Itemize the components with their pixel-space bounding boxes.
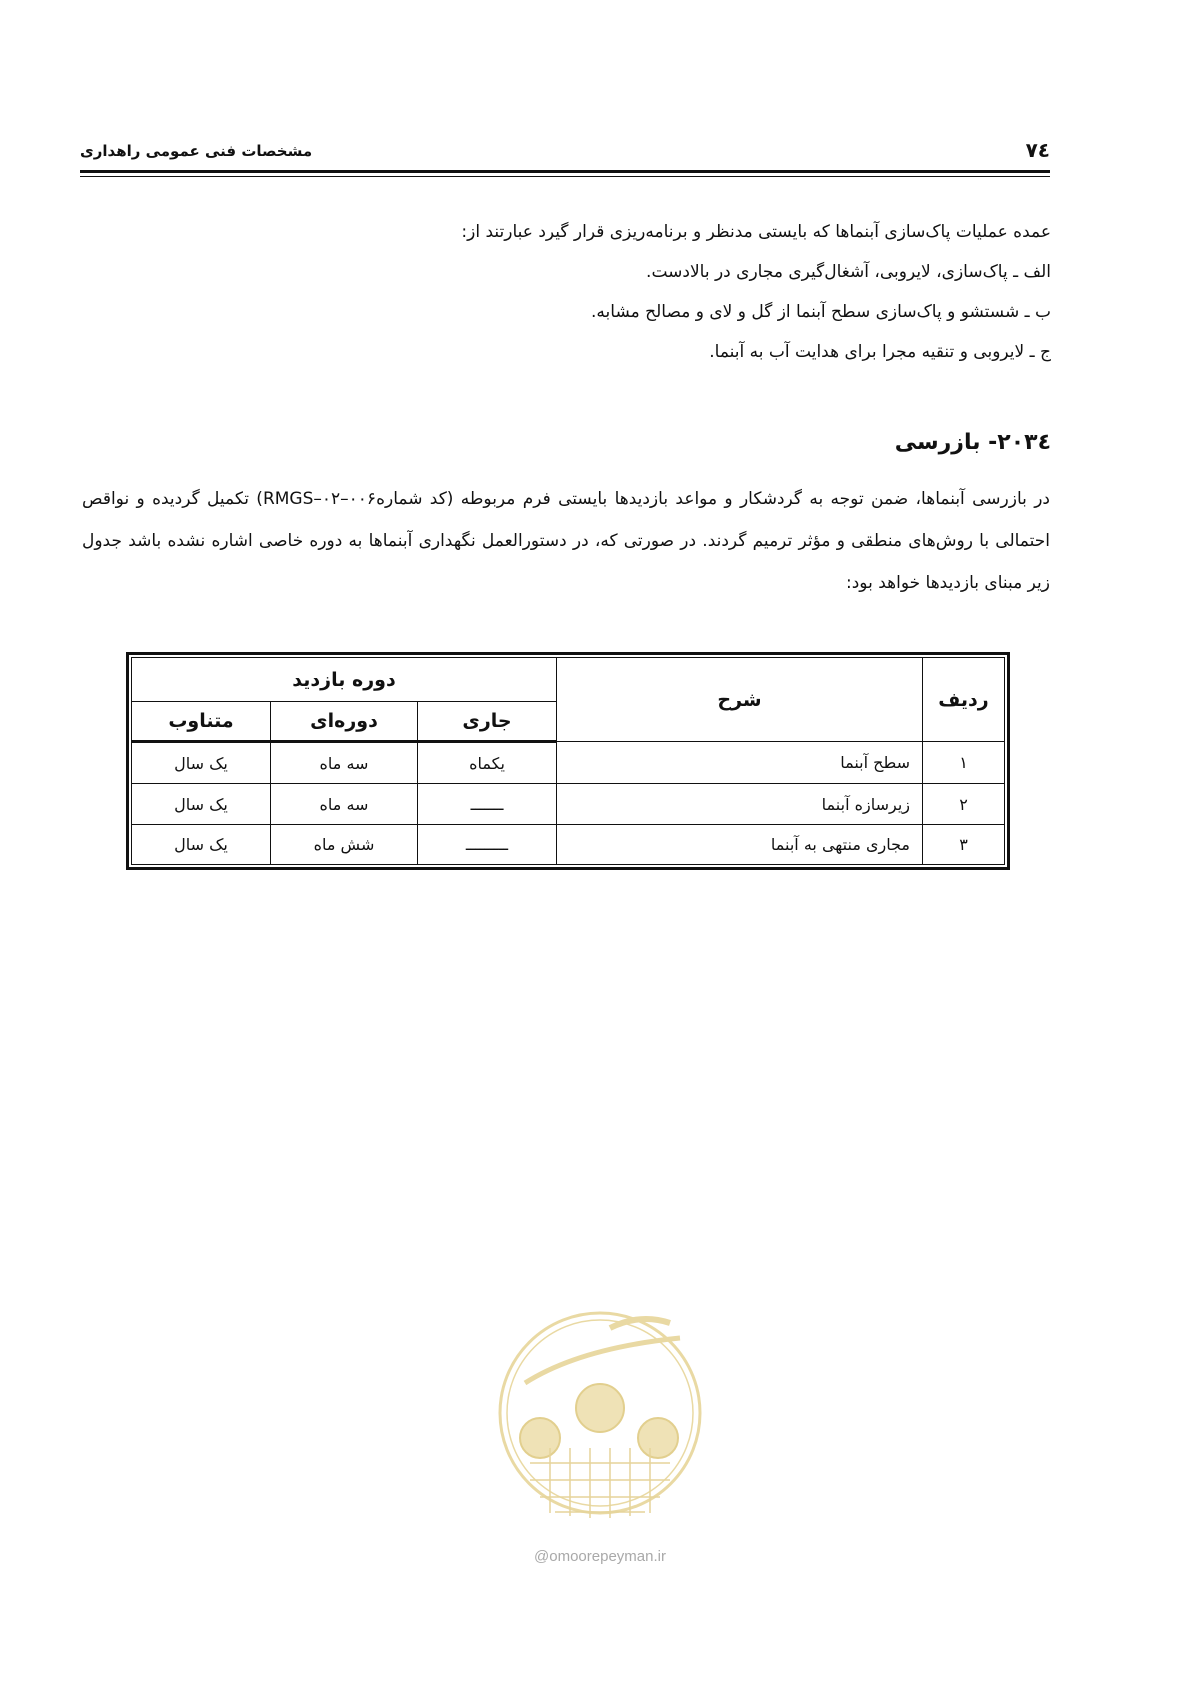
cell-intermittent: یک سال [132, 824, 271, 864]
header-description: شرح [557, 658, 923, 742]
cell-row-no: ۳ [923, 824, 1005, 864]
intro-item-be: ب ـ شستشو و پاک‌سازی سطح آبنما از گل و لای و مصالح مشابه. [591, 302, 1051, 322]
watermark-url: @omoorepeyman.ir [534, 1548, 666, 1565]
page-number: ۷٤ [1025, 138, 1050, 162]
cell-periodic: سه ماه [271, 784, 418, 824]
cell-description: زیرسازه آبنما [557, 784, 923, 824]
section-heading: ۲۰۳٤- بازرسی [894, 430, 1051, 455]
header-periodic: دوره‌ای [271, 702, 418, 742]
header-intermittent: متناوب [132, 702, 271, 742]
cell-periodic: شش ماه [271, 824, 418, 864]
cell-current: یکماه [418, 742, 557, 784]
table-row [132, 824, 1005, 864]
intro-block [151, 212, 1051, 372]
header-rule-thick [80, 170, 1050, 173]
inspection-table [131, 657, 1005, 865]
page-header [80, 138, 1050, 164]
running-title: مشخصات فنی عمومی راهداری [80, 142, 313, 160]
header-row-no: ردیف [923, 658, 1005, 742]
cell-row-no: ۲ [923, 784, 1005, 824]
header-rule-thin [80, 176, 1050, 177]
table-row [132, 784, 1005, 824]
watermark-logo-icon [490, 1288, 710, 1538]
cell-intermittent: یک سال [132, 742, 271, 784]
intro-item-alef: الف ـ پاک‌سازی، لایروبی، آشغال‌گیری مجاری در بالادست. [646, 262, 1051, 282]
header-current: جاری [418, 702, 557, 742]
cell-row-no: ۱ [923, 742, 1005, 784]
cell-current: ـــــــ [418, 784, 557, 824]
intro-item-jim: ج ـ لایروبی و تنقیه مجرا برای هدایت آب به آبنما. [709, 342, 1051, 362]
section-paragraph-text: در بازرسی آبنماها، ضمن توجه به گردشکار و مواعد بازدیدها بایستی فرم مربوطه (کد شماره۰۰۶–۰۲–RMGS) تکمیل گردیده و نواقص احتمالی با روش‌های منطقی و مؤثر ترمیم گردند. در صورتی که، در دستورالعمل نگهداری آبنماها به دوره خاصی اشاره نشده باشد جدول زیر مبنای بازدیدها خواهد بود: [82, 489, 1050, 593]
header-visit-period: دوره بازدید [132, 658, 557, 702]
table-row [132, 742, 1005, 784]
cell-intermittent: یک سال [132, 784, 271, 824]
cell-description: سطح آبنما [557, 742, 923, 784]
cell-description: مجاری منتهی به آبنما [557, 824, 923, 864]
section-paragraph [82, 478, 1050, 604]
cell-current: ـــــــــ [418, 824, 557, 864]
inspection-table-frame [126, 652, 1010, 870]
cell-periodic: سه ماه [271, 742, 418, 784]
intro-lead: عمده عملیات پاک‌سازی آبنماها که بایستی مدنظر و برنامه‌ریزی قرار گیرد عبارتند از: [461, 222, 1051, 242]
